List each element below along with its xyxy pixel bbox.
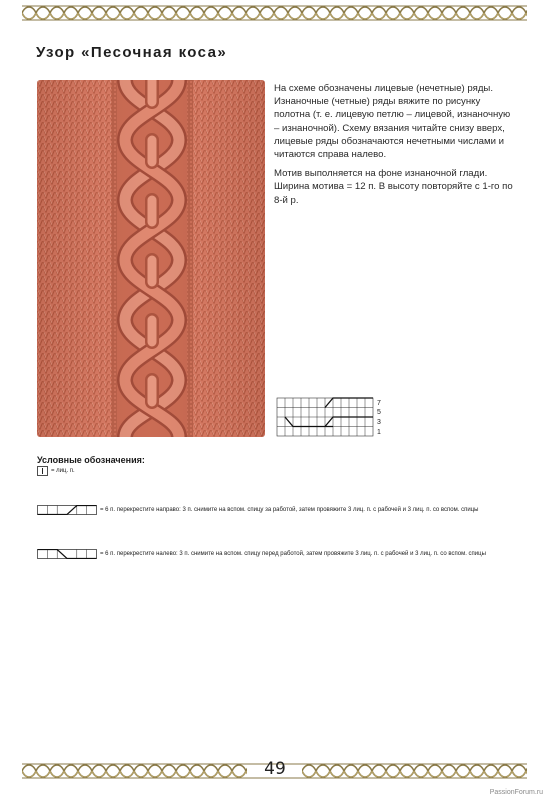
description-paragraph-2: Мотив выполняется на фоне изнаночной глади. Ширина мотива = 12 п. В высоту повторяйте с 1-го по 8-й р. [274,168,513,206]
chart-row-number: 3 [377,419,381,426]
legend-item-cable-left [37,549,486,559]
legend-item-knit [37,466,75,476]
pattern-description [274,82,514,213]
cable-left-cross-icon [37,549,97,559]
chart-row-number: 1 [377,429,381,436]
decorative-border-top [22,3,527,23]
knit-stitch-symbol-icon [37,466,48,476]
knitted-swatch-photo [37,80,265,437]
watermark: PassionForum.ru [489,789,543,796]
legend-text-knit: = лиц. п. [51,468,75,474]
page-title: Узор «Песочная коса» [36,44,228,61]
legend-text-cable-left: = 6 п. перекрестите налево: 3 п. снимите на вспом. спицу перед работой, затем провяжите 3 лиц. п. с рабочей и 3 лиц. п. со вспом. спицы [100,551,486,557]
knitting-chart [276,397,391,437]
description-paragraph-1: На схеме обозначены лицевые (нечетные) ряды. Изнаночные (четные) ряды вяжите по рисунку полотна (т. е. лицевую петлю – лицевой, изнаночную – изнаночной). Схему вязания читайте снизу вверх, лицевые ряды обозначаются нечетными числами и читаются справа налево. [274,83,511,161]
legend-text-cable-right: = 6 п. перекрестите направо: 3 п. снимите на вспом. спицу за работой, затем провяжите 3 лиц. п. с рабочей и 3 лиц. п. со вспом. спицы [100,507,479,513]
page-number: 49 [264,759,286,779]
cable-right-cross-icon [37,505,97,515]
legend-title: Условные обозначения: [37,455,145,465]
chart-row-number: 7 [377,400,381,407]
chart-row-number: 5 [377,409,381,416]
legend-item-cable-right [37,505,478,515]
